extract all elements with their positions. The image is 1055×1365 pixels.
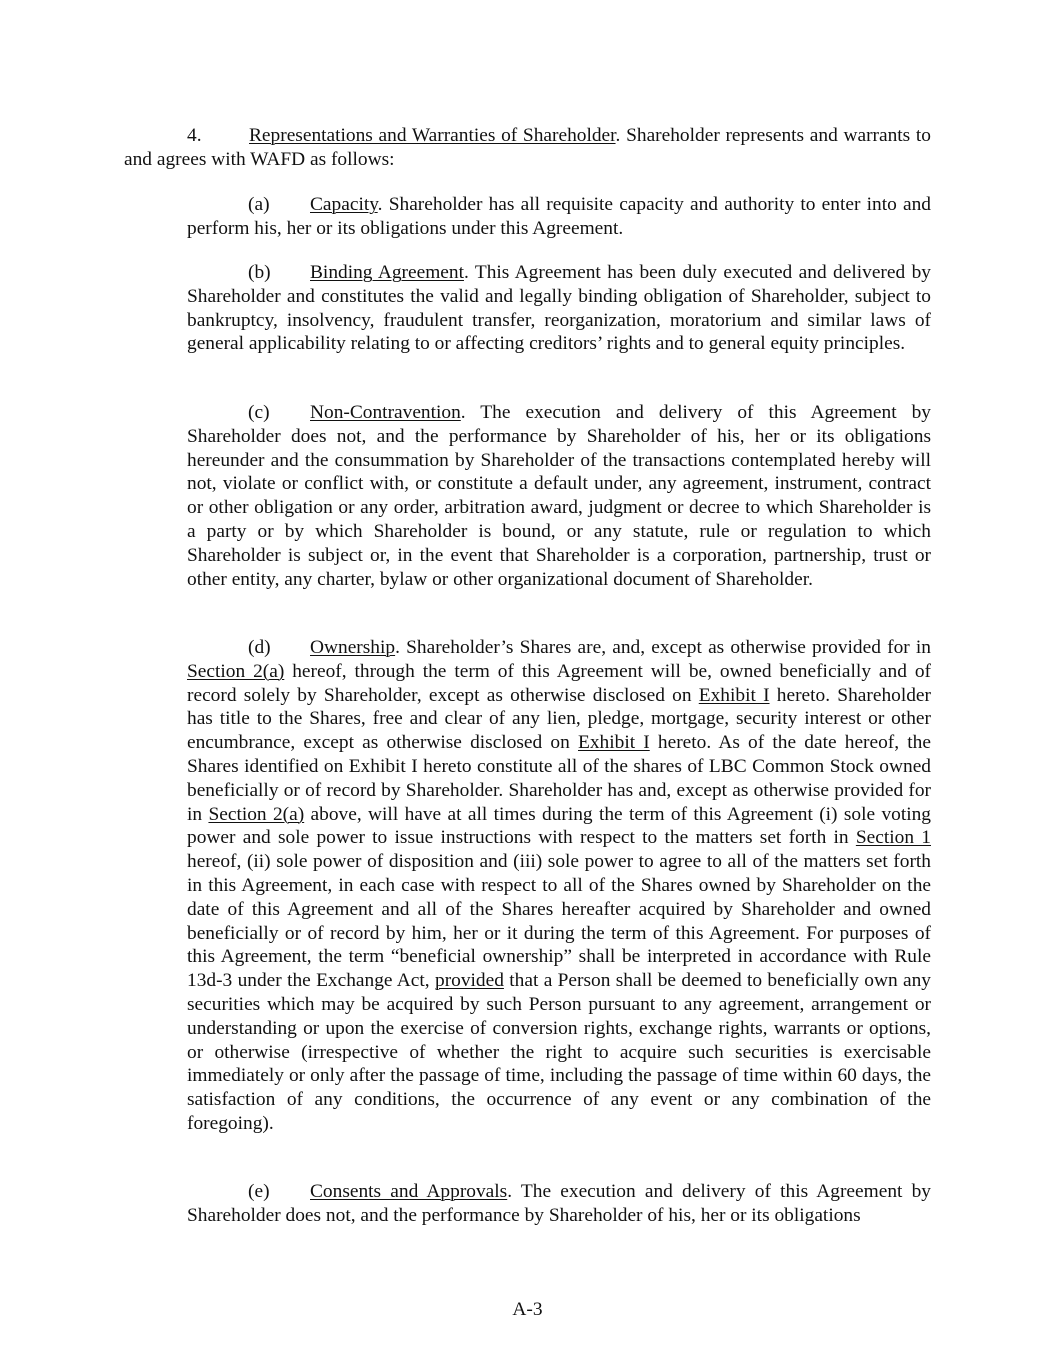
subsection-heading: Non-Contravention xyxy=(310,402,461,423)
subsection-text: hereto. As of the date hereof, the Shares identified on Exhibit I hereto constitute all of the shares of LBC Common Stock owned beneficially or of record by Shareholder. Shareholder has and, except as otherwise provided for in xyxy=(187,732,931,825)
subsection-heading: Binding Agreement xyxy=(310,262,464,283)
section-4-paragraph xyxy=(124,124,931,172)
subsection-text: hereof, through the term of this Agreement will be, owned beneficially and of record solely by Shareholder, except as otherwise disclosed on xyxy=(187,660,931,706)
subsection-text: hereto. Shareholder has title to the Shares, free and clear of any lien, pledge, mortgage, security interest or other encumbrance, except as otherwise disclosed on xyxy=(187,684,931,754)
section-2a-reference: Section 2(a) xyxy=(187,660,285,682)
subsection-label: (d) xyxy=(248,637,271,658)
section-number: 4. xyxy=(187,125,202,146)
subsection-label: (c) xyxy=(248,402,270,423)
subsection-label: (a) xyxy=(248,194,270,215)
provided-term: provided xyxy=(435,970,504,992)
section-text: . Shareholder represents and warrants to and agrees with WAFD as follows: xyxy=(124,125,931,170)
section-heading: Representations and Warranties of Shareholder xyxy=(249,125,616,146)
exhibit-i-reference: Exhibit I xyxy=(698,684,770,706)
subsection-heading: Ownership xyxy=(310,637,396,658)
subsection-text: . Shareholder has all requisite capacity and authority to enter into and perform his, her or its obligations under this Agreement. xyxy=(187,194,931,239)
subsection-heading: Capacity xyxy=(310,194,378,215)
subsection-c xyxy=(187,401,931,591)
subsection-text: . The execution and delivery of this Agreement by Shareholder does not, and the performance by Shareholder of his, her or its obligations xyxy=(187,1181,931,1226)
subsection-b xyxy=(187,261,931,356)
subsection-d xyxy=(187,636,931,1136)
subsection-label: (e) xyxy=(248,1181,270,1202)
subsection-e xyxy=(187,1180,931,1228)
section-2a-reference: Section 2(a) xyxy=(208,803,305,825)
section-1-reference: Section 1 xyxy=(855,827,931,849)
subsection-label: (b) xyxy=(248,262,271,283)
subsection-text: hereof, (ii) sole power of disposition and (iii) sole power to agree to all of the matters set forth in this Agreement, in each case with respect to all of the Shares owned by Shareholder on the date of this Agreement and all of the Shares hereafter acquired by Shareholder and owned beneficially or of record by him, her or it during the term of this Agreement. For purposes of this Agreement, the term “beneficial ownership” shall be interpreted in accordance with Rule 13d-3 under the Exchange Act, xyxy=(187,851,931,992)
exhibit-i-reference: Exhibit I xyxy=(578,732,650,754)
subsection-heading: Consents and Approvals xyxy=(310,1181,508,1202)
page-number: A-3 xyxy=(512,1299,543,1320)
subsection-text: . This Agreement has been duly executed and delivered by Shareholder and constitutes the valid and legally binding obligation of Shareholder, subject to bankruptcy, insolvency, fraudulent transfer, reorganization, moratorium and similar laws of general applicability relating to or affecting creditors’ rights and to general equity principles. xyxy=(187,262,931,355)
subsection-text: above, will have at all times during the term of this Agreement (i) sole voting power and sole power to issue instructions with respect to the matters set forth in xyxy=(187,803,931,849)
subsection-text: that a Person shall be deemed to beneficially own any securities which may be acquired by such Person pursuant to any agreement, arrangement or understanding or upon the exercise of conversion rights, exchange rights, warrants or options, or otherwise (irrespective of whether the right to acquire such securities is exercisable immediately or only after the passage of time, including the passage of time within 60 days, the satisfaction of any conditions, the occurrence of any event or any combination of the foregoing). xyxy=(187,970,931,1134)
subsection-a xyxy=(187,193,931,241)
subsection-text: . Shareholder’s Shares are, and, except as otherwise provided for in xyxy=(395,637,931,658)
subsection-text: . The execution and delivery of this Agreement by Shareholder does not, and the performance by Shareholder of his, her or its obligations hereunder and the consummation by Shareholder of the transactions contemplated hereby will not, violate or conflict with, or constitute a default under, any agreement, instrument, contract or other obligation or any order, arbitration award, judgment or decree to which Shareholder is a party or by which Shareholder is bound, or any statute, rule or regulation to which Shareholder is subject or, in the event that Shareholder is a corporation, partnership, trust or other entity, any charter, bylaw or other organizational document of Shareholder. xyxy=(187,402,931,590)
